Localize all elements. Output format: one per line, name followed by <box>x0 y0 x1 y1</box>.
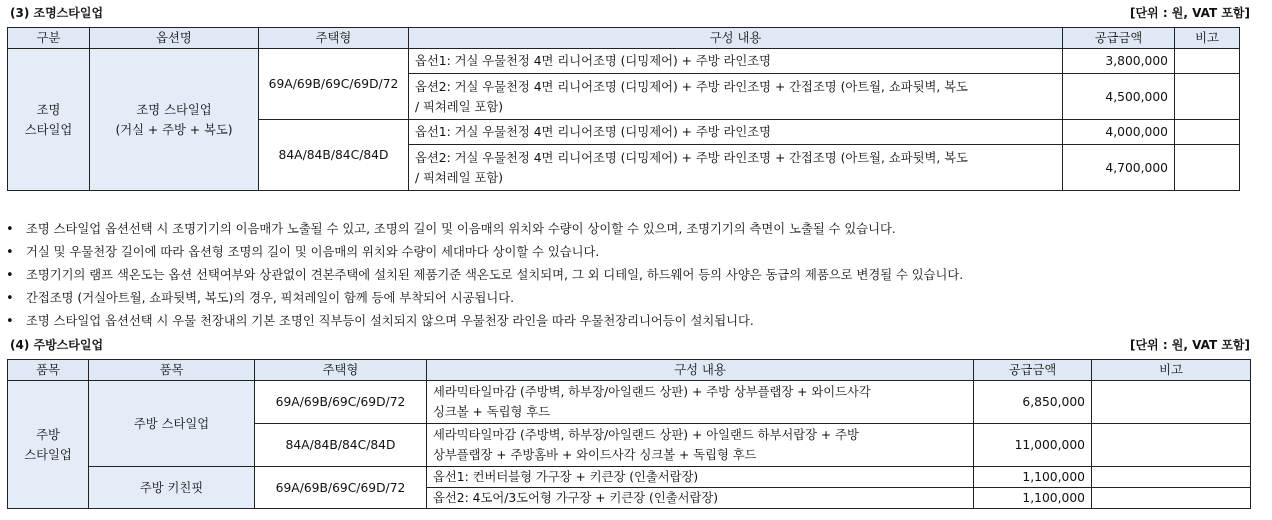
table-header-row <box>8 360 1251 381</box>
header-note: 비고 <box>1175 28 1240 49</box>
header-category: 구분 <box>8 28 90 49</box>
header-content: 구성 내용 <box>427 360 974 381</box>
item-name-cell: 주방 키친핏 <box>89 467 255 509</box>
price-cell: 6,850,000 <box>974 381 1092 424</box>
header-note: 비고 <box>1092 360 1251 381</box>
unit-type-cell: 69A/69B/69C/69D/72 <box>255 467 427 509</box>
kitchen-option-table <box>7 359 1251 509</box>
option-name-cell: 조명 스타일업 (거실 + 주방 + 복도) <box>90 49 259 191</box>
unit-type-cell: 84A/84B/84C/84D <box>255 424 427 467</box>
content-cell: 옵선2: 4도어/3도어형 가구장 + 키큰장 (인출서랍장) <box>427 488 974 509</box>
header-category: 품목 <box>8 360 89 381</box>
note-cell <box>1092 381 1251 424</box>
content-cell: 옵션2: 거실 우물천정 4면 리니어조명 (디밍제어) + 주방 라인조명 + 간접조명 (아트월, 쇼파뒷벽, 복도 / 픽쳐레일 포함) <box>409 145 1063 191</box>
header-unit-type: 주택형 <box>259 28 409 49</box>
content-cell: 세라믹타일마감 (주방벽, 하부장/아일랜드 상판) + 주방 상부플랩장 + 와이드사각 싱크볼 + 독립형 후드 <box>427 381 974 424</box>
lighting-option-table <box>7 27 1240 191</box>
header-item: 품목 <box>89 360 255 381</box>
table-row <box>8 467 1251 488</box>
content-cell: 옵선1: 컨버터블형 가구장 + 키큰장 (인출서랍장) <box>427 467 974 488</box>
header-content: 구성 내용 <box>409 28 1063 49</box>
notes-list <box>0 218 963 333</box>
note-cell <box>1175 145 1240 191</box>
content-cell: 옵선1: 거실 우물천정 4면 리니어조명 (디밍제어) + 주방 라인조명 <box>409 120 1063 145</box>
note-cell <box>1092 467 1251 488</box>
category-cell: 주방 스타일업 <box>8 381 89 509</box>
note-cell <box>1092 424 1251 467</box>
unit-label: [단위 : 원, VAT 포함] <box>1129 6 1250 20</box>
header-price: 공급금액 <box>974 360 1092 381</box>
note-item: • 조명 스타일업 옵션선택 시 조명기기의 이음매가 노출될 수 있고, 조명의 길이 및 이음매의 위치와 수량이 상이할 수 있으며, 조명기기의 측면이 노출될 수 있습니다. <box>0 218 963 241</box>
note-cell <box>1175 74 1240 120</box>
price-cell: 3,800,000 <box>1063 49 1175 74</box>
header-option-name: 옵션명 <box>90 28 259 49</box>
price-cell: 4,700,000 <box>1063 145 1175 191</box>
category-cell: 조명 스타일업 <box>8 49 90 191</box>
price-cell: 4,000,000 <box>1063 120 1175 145</box>
price-cell: 1,100,000 <box>974 488 1092 509</box>
item-name-cell: 주방 스타일업 <box>89 381 255 467</box>
unit-type-cell: 69A/69B/69C/69D/72 <box>259 49 409 120</box>
table-header-row <box>8 28 1240 49</box>
note-item: • 조명 스타일업 옵션선택 시 우물 천장내의 기본 조명인 직부등이 설치되지 않으며 우물천장 라인을 따라 우물천장리니어등이 설치됩니다. <box>0 310 963 333</box>
note-item: • 거실 및 우물천장 길이에 따라 옵션형 조명의 길이 및 이음매의 위치와 수량이 세대마다 상이할 수 있습니다. <box>0 241 963 264</box>
price-cell: 4,500,000 <box>1063 74 1175 120</box>
price-cell: 11,000,000 <box>974 424 1092 467</box>
price-cell: 1,100,000 <box>974 467 1092 488</box>
header-unit-type: 주택형 <box>255 360 427 381</box>
section-title: (3) 조명스타일업 <box>10 6 104 20</box>
content-cell: 옵선1: 거실 우물천정 4면 리니어조명 (디밍제어) + 주방 라인조명 <box>409 49 1063 74</box>
note-cell <box>1092 488 1251 509</box>
note-item: • 조명기기의 램프 색온도는 옵션 선택여부와 상관없이 견본주택에 설치된 제품기준 색온도로 설치되며, 그 외 디테일, 하드웨어 등의 사양은 동급의 제품으로 변경될 수 있습니다. <box>0 264 963 287</box>
unit-type-cell: 84A/84B/84C/84D <box>259 120 409 191</box>
note-cell <box>1175 49 1240 74</box>
content-cell: 옵션2: 거실 우물천정 4면 리니어조명 (디밍제어) + 주방 라인조명 + 간접조명 (아트월, 쇼파뒷벽, 복도 / 픽쳐레일 포함) <box>409 74 1063 120</box>
note-item: • 간접조명 (거실아트월, 쇼파뒷벽, 복도)의 경우, 픽쳐레일이 함께 등에 부착되어 시공됩니다. <box>0 287 963 310</box>
header-price: 공급금액 <box>1063 28 1175 49</box>
content-cell: 세라믹타일마감 (주방벽, 하부장/아일랜드 상판) + 아일랜드 하부서랍장 + 주방 상부플랩장 + 주방홈바 + 와이드사각 싱크볼 + 독립형 후드 <box>427 424 974 467</box>
unit-label: [단위 : 원, VAT 포함] <box>1129 338 1250 352</box>
table-row <box>8 381 1251 424</box>
section-title: (4) 주방스타일업 <box>10 338 104 352</box>
table-row <box>8 49 1240 74</box>
note-cell <box>1175 120 1240 145</box>
unit-type-cell: 69A/69B/69C/69D/72 <box>255 381 427 424</box>
